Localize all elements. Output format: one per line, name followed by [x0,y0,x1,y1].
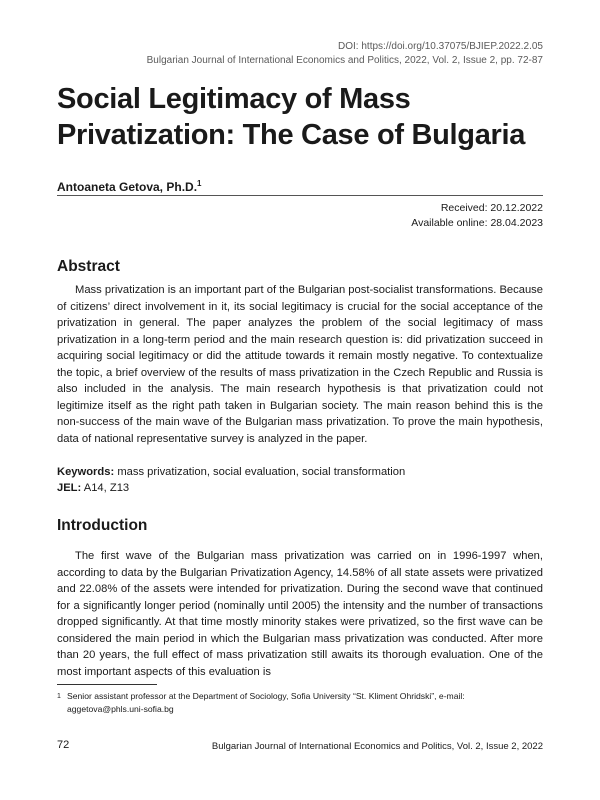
keywords-line [57,464,543,480]
footnote-mark: 1 [57,693,61,700]
paper-title [57,81,557,153]
footnote-divider [57,684,157,685]
introduction-text: The first wave of the Bulgarian mass privatization was carried on in 1996-1997 when, according to data by the Bulgarian Privatization Agency, 14.58% of all state assets were privatized and 22.08% of the assets were intended for privatization. During the second wave that continued for a significantly longer period (nominally until 2005) the intensity and the number of transactions dropped significantly. At that time mostly minority stakes were privatized, so the first wave can be considered the main period in which the Bulgarian mass privatization was conducted. After more than 20 years, the full effect of mass privatization still awaits its thorough evaluation. One of the most important aspects of this evaluation is [57,550,543,678]
footnote-text: Senior assistant professor at the Department of Sociology, Sofia University “St. Kliment Ohridski”, e-mail: aggetova@phls.uni-sofia.bg [67,691,465,714]
author-footnote-mark[interactable]: 1 [197,179,202,188]
received-date: Received: 20.12.2022 [440,202,543,214]
title-line-2: Privatization: The Case of Bulgaria [57,119,526,151]
available-online-date: Available online: 28.04.2023 [411,217,543,229]
abstract-heading: Abstract [57,258,120,275]
introduction-heading: Introduction [57,517,148,534]
footnote [57,690,543,716]
author-divider [57,195,543,196]
author-line [57,179,201,194]
publication-dates [411,201,543,231]
author-name: Antoaneta Getova, Ph.D. [57,180,198,194]
doi-link[interactable]: DOI: https://doi.org/10.37075/BJIEP.2022.2.05 [338,41,543,52]
abstract-text: Mass privatization is an important part of the Bulgarian post-socialist transformations. Because of citizens’ direct involvement in it, its social legitimacy is crucial for the social acceptance of the privatization in general. The paper analyzes the problem of the social legitimacy of mass privatization in a long-term period and the main research question is: did privatization succeed in acquiring social legitimacy or did the attitude towards it remain mostly negative. To contextualize the topic, a brief overview of the results of mass privatization in the Czech Republic and Russia is also included in the analysis. The main research hypothesis is that privatization could not legitimize itself as the right path taken in Bulgarian society. The main reason behind this is the non-success of the main wave of the Bulgarian mass privatization. To prove the main hypothesis, data of national representative survey is analyzed in the paper. [57,284,543,445]
journal-citation: Bulgarian Journal of International Economics and Politics, 2022, Vol. 2, Issue 2, pp. 72-87 [146,55,543,66]
running-header [147,40,543,68]
running-footer: Bulgarian Journal of International Economics and Politics, Vol. 2, Issue 2, 2022 [211,741,543,752]
page-number: 72 [57,739,70,751]
jel-value: A14, Z13 [83,482,130,494]
title-line-1: Social Legitimacy of Mass [57,83,411,115]
keywords-value: mass privatization, social evaluation, social transformation [117,466,406,478]
jel-label: JEL: [57,482,82,494]
jel-line [57,480,543,496]
keywords-label: Keywords: [57,466,115,478]
